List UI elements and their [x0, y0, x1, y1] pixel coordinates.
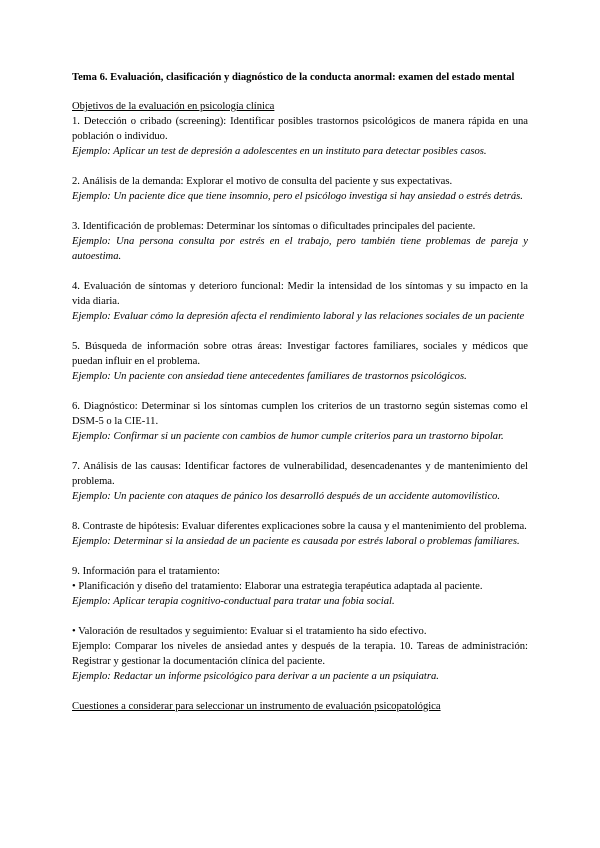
item-example: Ejemplo: Aplicar terapia cognitivo-conductual para tratar una fobia social. [72, 596, 395, 607]
list-item [72, 174, 528, 204]
item-text: 7. Análisis de las causas: Identificar factores de vulnerabilidad, desencadenantes y de mantenimiento del problema. [72, 461, 528, 487]
item-example: Ejemplo: Determinar si la ansiedad de un paciente es causada por estrés laboral o problemas familiares. [72, 536, 520, 547]
item-example: Ejemplo: Una persona consulta por estrés en el trabajo, pero también tiene problemas de pareja y autoestima. [72, 236, 528, 262]
item-text: 6. Diagnóstico: Determinar si los síntomas cumplen los criterios de un trastorno según sistemas como el DSM-5 o la CIE-11. [72, 401, 528, 427]
objectives-list [72, 114, 528, 684]
item-text: 3. Identificación de problemas: Determinar los síntomas o dificultades principales del paciente. [72, 221, 476, 232]
item-example: Ejemplo: Un paciente con ataques de pánico los desarrolló después de un accidente automovilístico. [72, 491, 500, 502]
list-item [72, 564, 528, 609]
section-heading-instrument-selection: Cuestiones a considerar para seleccionar un instrumento de evaluación psicopatológica [72, 701, 441, 712]
item-example: Ejemplo: Aplicar un test de depresión a adolescentes en un instituto para detectar posibles casos. [72, 146, 487, 157]
item-text: 8. Contraste de hipótesis: Evaluar diferentes explicaciones sobre la causa y el mantenimiento del problema. [72, 521, 527, 532]
list-item [72, 399, 528, 444]
item-example: Ejemplo: Redactar un informe psicológico para derivar a un paciente a un psiquiatra. [72, 671, 439, 682]
list-item [72, 519, 528, 549]
item-text: 9. Información para el tratamiento: • Planificación y diseño del tratamiento: Elaborar una estrategia terapéutica adaptada al paciente. [72, 566, 483, 592]
item-text: 4. Evaluación de síntomas y deterioro funcional: Medir la intensidad de los síntomas y su impacto en la vida diaria. [72, 281, 528, 307]
item-example: Ejemplo: Un paciente dice que tiene insomnio, pero el psicólogo investiga si hay ansiedad o estrés detrás. [72, 191, 523, 202]
document-title: Tema 6. Evaluación, clasificación y diagnóstico de la conducta anormal: examen del estado mental [72, 72, 515, 83]
item-example: Ejemplo: Un paciente con ansiedad tiene antecedentes familiares de trastornos psicológicos. [72, 371, 467, 382]
list-item [72, 624, 528, 684]
list-item [72, 459, 528, 504]
item-text: 1. Detección o cribado (screening): Identificar posibles trastornos psicológicos de manera rápida en una población o individuo. [72, 116, 528, 142]
item-text: 2. Análisis de la demanda: Explorar el motivo de consulta del paciente y sus expectativas. [72, 176, 453, 187]
section-heading-objectives: Objetivos de la evaluación en psicología clínica [72, 101, 275, 112]
item-text: • Valoración de resultados y seguimiento: Evaluar si el tratamiento ha sido efectivo. Ejemplo: Comparar los niveles de ansiedad antes y después de la terapia. 10. Tareas de administración: Registrar y gestionar la documentación clínica del paciente. [72, 626, 528, 667]
list-item [72, 219, 528, 264]
item-text: 5. Búsqueda de información sobre otras áreas: Investigar factores familiares, sociales y médicos que puedan influir en el problema. [72, 341, 528, 367]
item-example: Ejemplo: Confirmar si un paciente con cambios de humor cumple criterios para un trastorno bipolar. [72, 431, 504, 442]
item-example: Ejemplo: Evaluar cómo la depresión afecta el rendimiento laboral y las relaciones sociales de un paciente [72, 311, 525, 322]
list-item [72, 279, 528, 324]
list-item [72, 114, 528, 159]
list-item [72, 339, 528, 384]
